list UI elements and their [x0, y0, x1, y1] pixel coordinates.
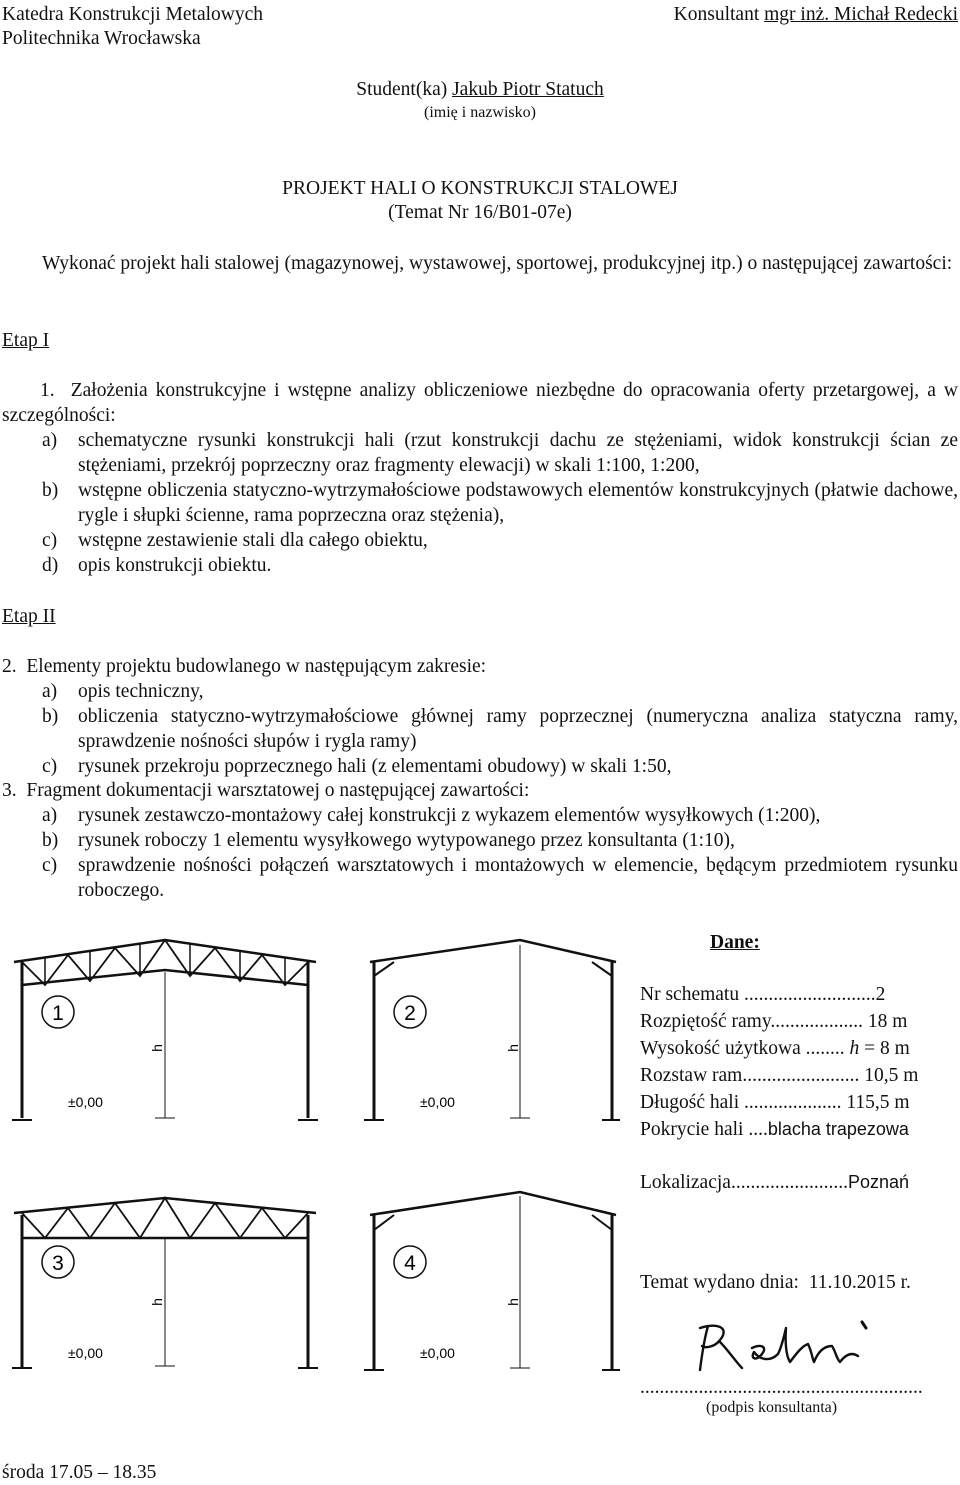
etap2-heading: Etap II	[2, 606, 56, 627]
item3-a-label: a)	[42, 805, 58, 826]
item3-num: 3.	[2, 780, 17, 801]
item1-d-text: opis konstrukcji obiektu.	[78, 555, 272, 576]
scheme-2	[364, 940, 620, 1120]
item3-b-text: rysunek roboczy 1 elementu wysyłkowego wytypowanego przez konsultanta (1:10),	[78, 830, 735, 851]
item2-a-label: a)	[42, 681, 58, 702]
item3-b-label: b)	[42, 830, 59, 851]
dane-row-scheme: Nr schematu ...........................2	[640, 984, 886, 1005]
signature-dots: ..........................................................	[640, 1377, 923, 1398]
student-caption: (imię i nazwisko)	[424, 104, 536, 121]
item1-text	[2, 378, 958, 428]
dane-value-length: 115,5 m	[841, 1092, 910, 1113]
frame-schemes-drawing	[0, 920, 620, 1400]
dane-value-spacing: 10,5 m	[859, 1065, 919, 1086]
student-label: Student(ka)	[356, 79, 448, 100]
scheme-1	[12, 940, 318, 1120]
dane-row-roofing: Pokrycie hali ....blacha trapezowa	[640, 1119, 909, 1140]
item1-d-label: d)	[42, 555, 59, 576]
topic-number: (Temat Nr 16/B01-07e)	[388, 202, 572, 223]
item1-a-text: schematyczne rysunki konstrukcji hali (rzut konstrukcji dachu ze stężeniami, widok konstrukcji ścian ze stężeniami, przekrój poprzeczny oraz fragmenty elewacji) w skali 1:100, 1:200,	[78, 430, 958, 476]
department-name: Katedra Konstrukcji Metalowych	[2, 4, 264, 25]
item2-text	[2, 654, 486, 679]
page-title: PROJEKT HALI O KONSTRUKCJI STALOWEJ	[282, 178, 678, 199]
item1-b-text: wstępne obliczenia statyczno-wytrzymałościowe podstawowych elementów konstrukcyjnych (płatwie dachowe, rygle i słupki ścienne, rama poprzeczna oraz stężenia),	[78, 480, 958, 526]
item1-b-label: b)	[42, 480, 59, 501]
dane-row-height: Wysokość użytkowa ........ h = 8 m	[640, 1038, 910, 1059]
issued-date: 11.10.2015 r.	[808, 1272, 911, 1293]
university-name: Politechnika Wrocławska	[2, 28, 201, 49]
dane-row-span: Rozpiętość ramy................... 18 m	[640, 1011, 908, 1032]
intro-text: Wykonać projekt hali stalowej (magazynowej, wystawowej, sportowej, produkcyjnej itp.) o następującej zawartości:	[42, 253, 953, 274]
scheme-4	[364, 1192, 620, 1370]
signature-caption: (podpis konsultanta)	[706, 1399, 838, 1416]
item2-a-text: opis techniczny,	[78, 681, 204, 702]
item2-c-label: c)	[42, 756, 58, 777]
schedule-note: środa 17.05 – 18.35	[2, 1462, 157, 1483]
dane-value-scheme: 2	[875, 984, 886, 1005]
item1-c-text: wstępne zestawienie stali dla całego obiektu,	[78, 530, 428, 551]
consultant-name: mgr inż. Michał Redecki	[764, 4, 958, 25]
scheme-3	[12, 1198, 318, 1368]
scheme-2-number: 2	[404, 1002, 416, 1025]
dane-row-spacing: Rozstaw ram........................ 10,5 m	[640, 1065, 919, 1086]
scheme-4-level: ±0,00	[420, 1345, 455, 1361]
dane-value-height: = 8 m	[859, 1038, 910, 1059]
item1-body: Założenia konstrukcyjne i wstępne analizy obliczeniowe niezbędne do opracowania oferty przetargowej, a w szczególności:	[2, 380, 959, 426]
item3-c-text: sprawdzenie nośności połączeń warsztatowych i montażowych w elemencie, będącym przedmiotem rysunku roboczego.	[78, 855, 958, 901]
consultant-signature	[690, 1318, 890, 1380]
scheme-1-h-label: h	[149, 1044, 165, 1052]
item1-c-label: c)	[42, 530, 58, 551]
issued-label: Temat wydano dnia:	[640, 1272, 799, 1293]
scheme-3-number: 3	[52, 1252, 64, 1275]
item2-body: Elementy projektu budowlanego w następującym zakresie:	[26, 656, 487, 677]
dane-value-span: 18 m	[862, 1011, 908, 1032]
dane-value-location: Poznań	[847, 1172, 910, 1192]
scheme-2-h-label: h	[505, 1044, 521, 1052]
student-line	[0, 77, 960, 102]
dane-row-length: Długość hali .................... 115,5 m	[640, 1092, 910, 1113]
scheme-4-number: 4	[404, 1252, 416, 1275]
scheme-3-level: ±0,00	[68, 1345, 103, 1361]
item3-a-text: rysunek zestawczo-montażowy całej konstrukcji z wykazem elementów wysyłkowych (1:200),	[78, 805, 821, 826]
student-name: Jakub Piotr Statuch	[452, 79, 604, 100]
scheme-3-h-label: h	[149, 1298, 165, 1306]
scheme-2-level: ±0,00	[420, 1094, 455, 1110]
item2-c-text: rysunek przekroju poprzecznego hali (z elementami obudowy) w skali 1:50,	[78, 756, 672, 777]
scheme-1-level: ±0,00	[68, 1094, 103, 1110]
scheme-1-number: 1	[52, 1002, 64, 1025]
consultant-label: Konsultant	[673, 4, 760, 25]
item1-a-label: a)	[42, 430, 58, 451]
dane-row-location: Lokalizacja........................Poznań	[640, 1172, 910, 1193]
item1-num: 1.	[40, 380, 55, 401]
item2-b-text: obliczenia statyczno-wytrzymałościowe głównej ramy poprzecznej (numeryczna analiza statyczna ramy, sprawdzenie nośności słupów i rygla ramy)	[78, 706, 958, 752]
etap1-heading: Etap I	[2, 330, 50, 351]
dane-value-roofing: blacha trapezowa	[767, 1119, 909, 1139]
item2-num: 2.	[2, 656, 17, 677]
item3-body: Fragment dokumentacji warsztatowej o następującej zawartości:	[26, 780, 530, 801]
item3-c-label: c)	[42, 855, 58, 876]
item3-text	[2, 778, 529, 803]
scheme-4-h-label: h	[505, 1298, 521, 1306]
issued-line	[640, 1270, 911, 1295]
item2-b-label: b)	[42, 706, 59, 727]
consultant-line	[674, 2, 958, 27]
dane-heading: Dane:	[710, 932, 760, 953]
